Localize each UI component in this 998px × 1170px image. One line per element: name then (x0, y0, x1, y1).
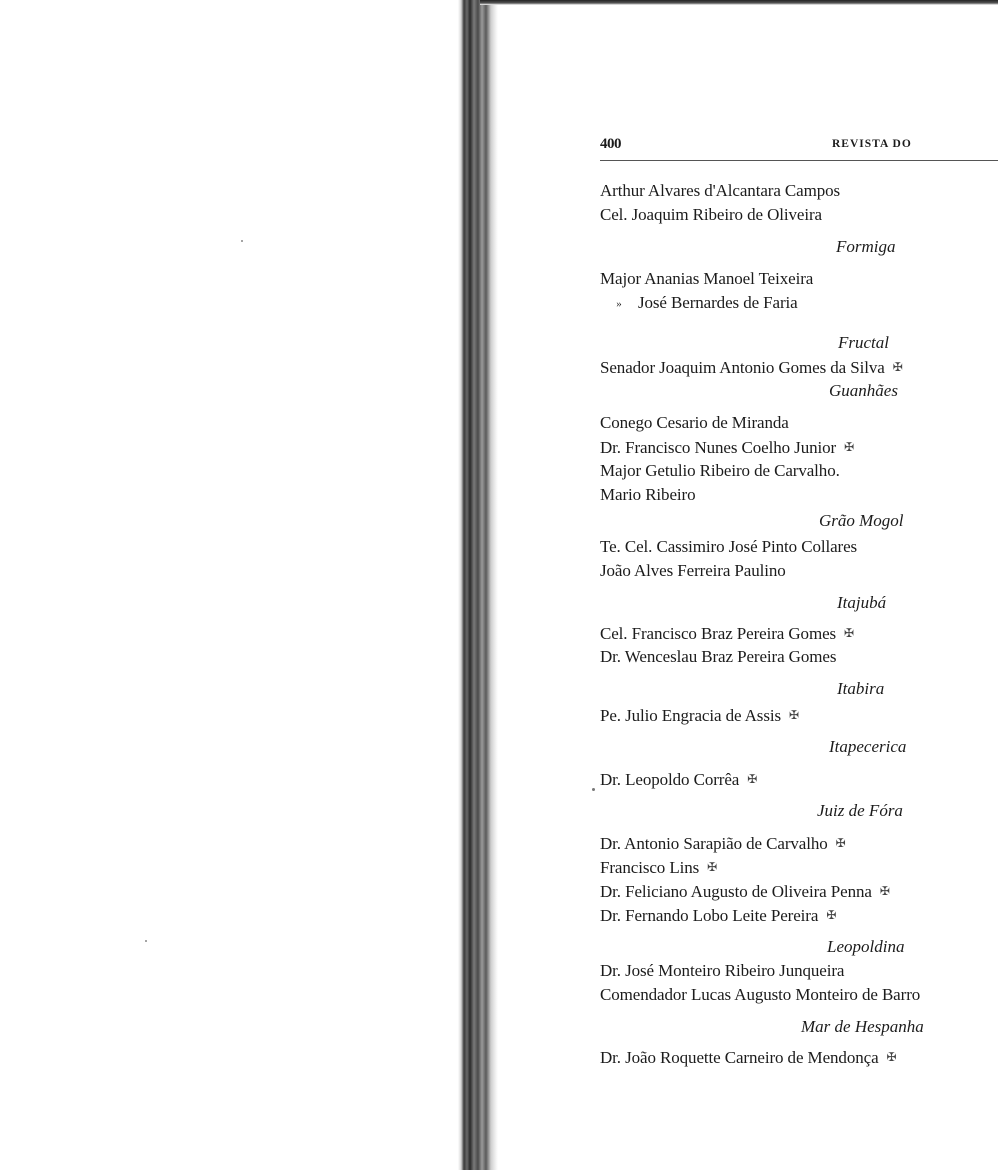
journal-title: REVISTA DO (832, 138, 912, 150)
member-name: Dr. José Monteiro Ribeiro Junqueira (600, 961, 845, 980)
member-name: Mario Ribeiro (600, 485, 696, 504)
deceased-cross-icon: ✠ (826, 908, 837, 922)
member-name: Dr. João Roquette Carneiro de Mendonça (600, 1048, 879, 1067)
town-heading: Grão Mogol (819, 511, 904, 530)
deceased-cross-icon: ✠ (844, 440, 855, 454)
deceased-cross-icon: ✠ (747, 772, 758, 786)
town-heading: Formiga (836, 237, 896, 256)
member-name: Te. Cel. Cassimiro José Pinto Collares (600, 537, 858, 556)
town-heading: Leopoldina (827, 937, 905, 956)
member-entry (600, 904, 836, 927)
deceased-cross-icon: ✠ (844, 626, 855, 640)
member-name: Major Ananias Manoel Teixeira (600, 269, 814, 288)
paper-speck (145, 940, 147, 942)
member-entry (600, 880, 890, 903)
member-entry (600, 856, 717, 879)
member-name: Dr. Francisco Nunes Coelho Junior (600, 438, 837, 457)
member-name: Arthur Alvares d'Alcantara Campos (600, 181, 841, 200)
member-name: Cel. Francisco Braz Pereira Gomes (600, 624, 837, 643)
deceased-cross-icon: ✠ (788, 708, 799, 722)
town-heading: Guanhães (829, 381, 898, 400)
member-name: Dr. Fernando Lobo Leite Pereira (600, 906, 819, 925)
member-entry (600, 412, 789, 434)
member-entry (600, 704, 799, 727)
deceased-cross-icon: ✠ (892, 360, 903, 374)
member-name: Cel. Joaquim Ribeiro de Oliveira (600, 205, 823, 224)
member-name: Dr. Antonio Sarapião de Carvalho (600, 834, 828, 853)
margin-speck (592, 788, 595, 791)
member-entry (600, 560, 786, 582)
member-name: Dr. Feliciano Augusto de Oliveira Penna (600, 882, 872, 901)
member-name: Senador Joaquim Antonio Gomes da Silva (600, 358, 885, 377)
right-page (498, 0, 998, 1170)
member-entry (600, 960, 844, 982)
deceased-cross-icon: ✠ (879, 884, 890, 898)
member-name: Dr. Wenceslau Braz Pereira Gomes (600, 647, 837, 666)
member-name: Pe. Julio Engracia de Assis (600, 706, 781, 725)
member-entry (600, 180, 840, 202)
member-entry (600, 268, 813, 290)
deceased-cross-icon: ✠ (707, 860, 718, 874)
town-heading: Juiz de Fóra (817, 801, 903, 820)
deceased-cross-icon: ✠ (886, 1050, 897, 1064)
member-name: Major Getulio Ribeiro de Carvalho. (600, 461, 840, 480)
member-entry (600, 536, 857, 558)
member-entry (600, 204, 822, 226)
member-entry (600, 460, 840, 482)
member-entry (600, 646, 836, 668)
member-entry (600, 436, 854, 459)
member-entry (600, 356, 903, 379)
member-entry (600, 832, 846, 855)
member-name: Dr. Leopoldo Corrêa (600, 770, 740, 789)
town-heading: Fructal (838, 333, 889, 352)
deceased-cross-icon: ✠ (835, 836, 846, 850)
member-name: José Bernardes de Faria (638, 293, 798, 312)
town-heading: Itapecerica (829, 737, 907, 756)
town-heading: Itajubá (837, 593, 887, 612)
ditto-mark: » (616, 298, 622, 311)
member-entry (600, 622, 854, 645)
header-rule (600, 160, 998, 161)
member-entry (600, 484, 696, 506)
page-number: 400 (600, 136, 621, 152)
book-binding-gutter (458, 0, 498, 1170)
town-heading: Itabira (837, 679, 885, 698)
member-name: Conego Cesario de Miranda (600, 413, 789, 432)
member-entry (600, 768, 757, 791)
member-entry (600, 292, 798, 315)
member-name: João Alves Ferreira Paulino (600, 561, 786, 580)
paper-speck (241, 240, 243, 242)
member-entry (600, 984, 920, 1006)
member-entry (600, 1046, 896, 1069)
town-heading: Mar de Hespanha (801, 1017, 924, 1036)
member-name: Comendador Lucas Augusto Monteiro de Barro (600, 985, 921, 1004)
member-name: Francisco Lins (600, 858, 700, 877)
running-head (600, 136, 998, 158)
